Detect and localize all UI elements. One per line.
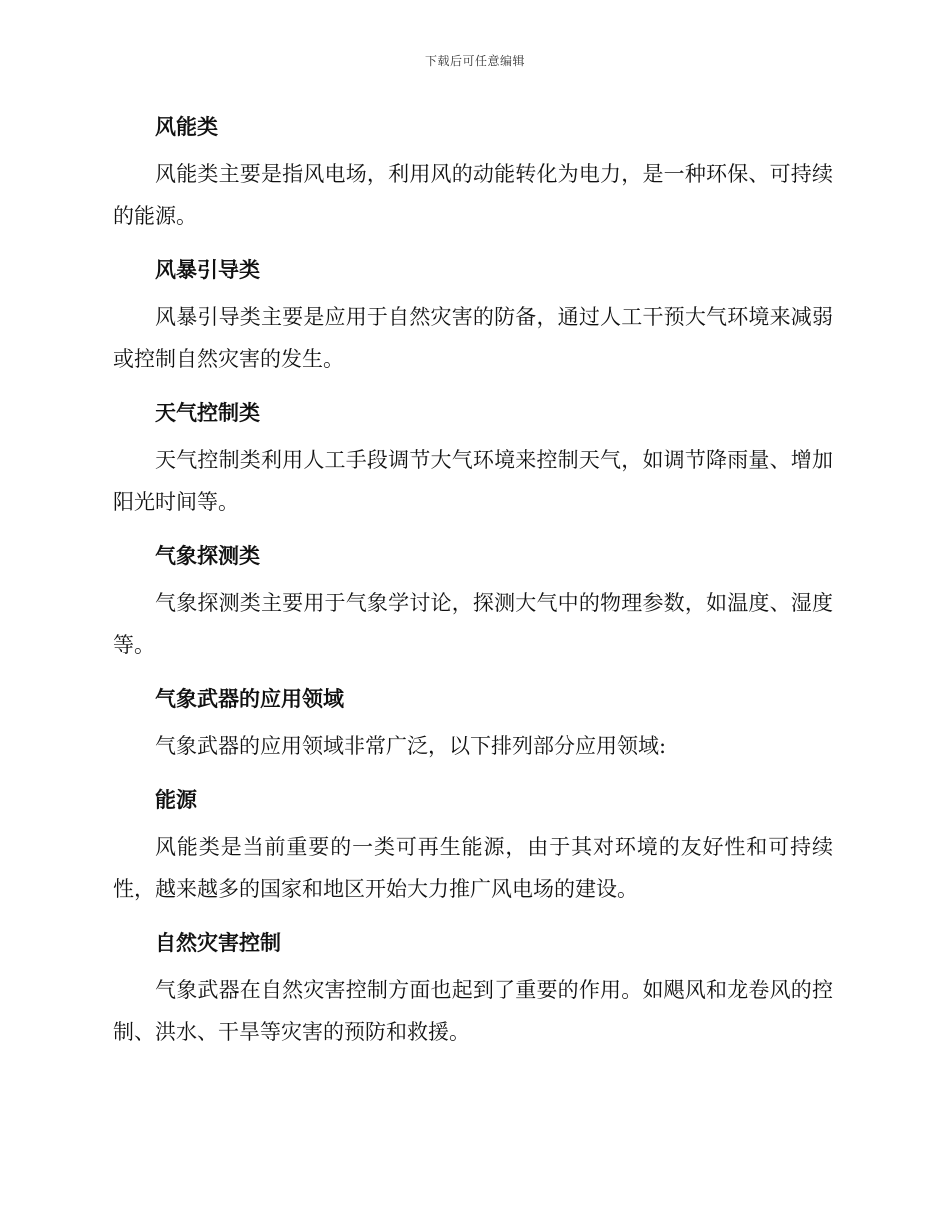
section-wind-energy: [113, 110, 833, 237]
section-heading: 气象武器的应用领域: [155, 687, 344, 711]
section-paragraph: 气象武器在自然灾害控制方面也起到了重要的作用。如飓风和龙卷风的控制、洪水、干旱等灾害的预防和救援。: [113, 978, 833, 1044]
section-paragraph: 风能类主要是指风电场，利用风的动能转化为电力，是一种环保、可持续的能源。: [113, 162, 833, 228]
section-heading: 天气控制类: [155, 401, 260, 425]
section-meteorological-detection: [113, 539, 833, 666]
section-weather-control: [113, 396, 833, 523]
section-heading: 风能类: [155, 115, 218, 139]
section-paragraph: 天气控制类利用人工手段调节大气环境来控制天气，如调节降雨量、增加阳光时间等。: [113, 448, 833, 514]
section-heading: 自然灾害控制: [155, 931, 281, 955]
page-header-note: 下载后可任意编辑: [424, 54, 525, 68]
section-application-fields: [113, 682, 833, 767]
section-heading: 能源: [155, 788, 197, 812]
section-energy: [113, 783, 833, 910]
section-paragraph: 风能类是当前重要的一类可再生能源，由于其对环境的友好性和可持续性，越来越多的国家和地区开始大力推广风电场的建设。: [113, 835, 833, 901]
section-paragraph: 气象武器的应用领域非常广泛，以下排列部分应用领域:: [155, 734, 667, 758]
section-paragraph: 风暴引导类主要是应用于自然灾害的防备，通过人工干预大气环境来减弱或控制自然灾害的发生。: [113, 305, 833, 371]
section-heading: 气象探测类: [155, 544, 260, 568]
section-heading: 风暴引导类: [155, 258, 260, 282]
document-body: [113, 110, 833, 1069]
section-disaster-control: [113, 926, 833, 1053]
section-paragraph: 气象探测类主要用于气象学讨论，探测大气中的物理参数，如温度、湿度等。: [113, 591, 833, 657]
section-storm-guidance: [113, 253, 833, 380]
